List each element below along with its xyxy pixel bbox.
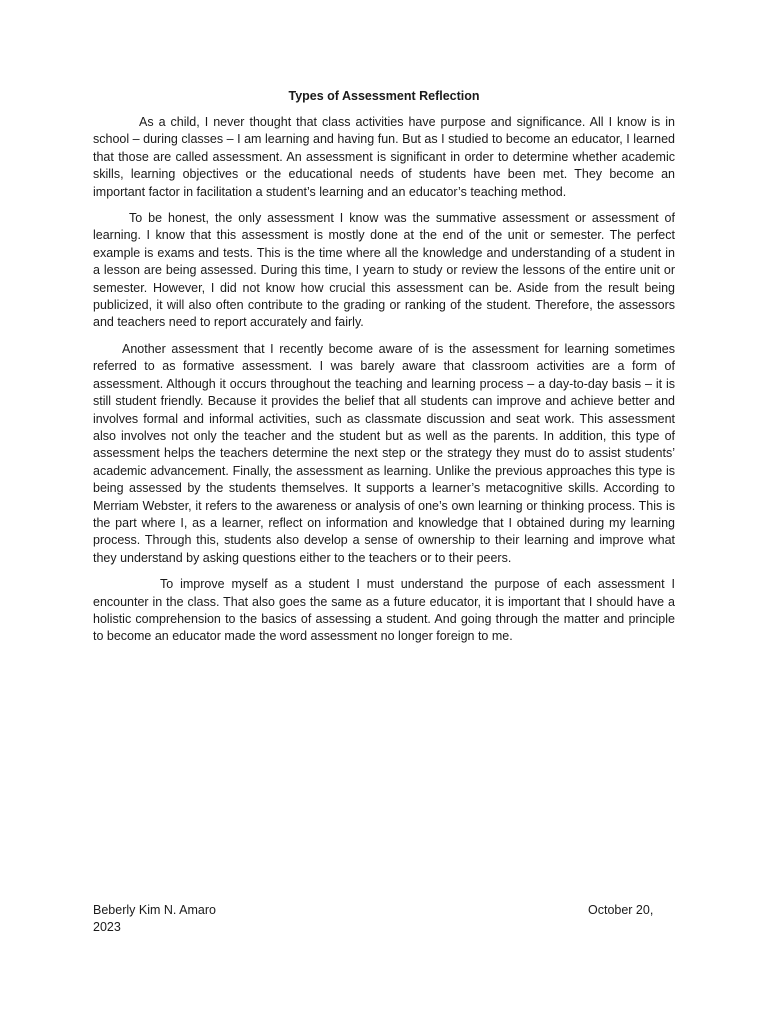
paragraph-3: Another assessment that I recently become aware of is the assessment for learning sometimes referred to as formative assessment. I was barely aware that classroom activities are a form of assessment. Although it occurs throughout the teaching and learning process – a day-to-day basis – it is still student friendly. Because it provides the belief that all students can improve and achieve better and involves formal and informal activities, such as classmate discussion and seat work. This assessment also involves not only the teacher and the student but as well as the parents. In addition, this type of assessment helps the teachers determine the next step or the strategy they must do to assist students’ academic advancement. Finally, the assessment as learning. Unlike the previous approaches this type is being assessed by the students themselves. It supports a learner’s metacognitive skills. According to Merriam Webster, it refers to the awareness or analysis of one’s own learning or thinking process. This is the part where I, as a learner, reflect on information and knowledge that I obtained during my learning process. Through this, students also develop a sense of ownership to their learning and improve what they understand by asking questions either to the teachers or to their peers.	[93, 341, 675, 565]
document-title: Types of Assessment Reflection	[288, 89, 480, 103]
document-year: 2023	[93, 920, 121, 934]
paragraph-4: To improve myself as a student I must understand the purpose of each assessment I encounter in the class. That also goes the same as a future educator, it is important that I should have a holistic comprehension to the basics of assessing a student. And going through the matter and principle to become an educator made the word assessment no longer foreign to me.	[93, 577, 675, 644]
paragraph-2: To be honest, the only assessment I know was the summative assessment or assessment of learning. I know that this assessment is mostly done at the end of the unit or semester. The perfect example is exams and tests. This is the time where all the knowledge and understanding of a student in a lesson are being assessed. During this time, I yearn to study or review the lessons of the entire unit or semester. However, I did not know how crucial this assessment can be. Aside from the result being publicized, it will also often contribute to the grading or ranking of the student. Therefore, the assessors and teachers need to report accurately and fairly.	[93, 211, 675, 330]
document-date: October 20,	[588, 903, 654, 917]
document-body	[93, 114, 675, 655]
paragraph-1: As a child, I never thought that class activities have purpose and significance. All I know is in school – during classes – I am learning and having fun. But as I studied to become an educator, I learned that those are called assessment. An assessment is significant in order to determine whether academic skills, learning objectives or the educational needs of students have been met. They become an important factor in facilitation a student’s learning and an educator’s teaching method.	[93, 115, 675, 199]
author-name: Beberly Kim N. Amaro	[93, 903, 216, 917]
